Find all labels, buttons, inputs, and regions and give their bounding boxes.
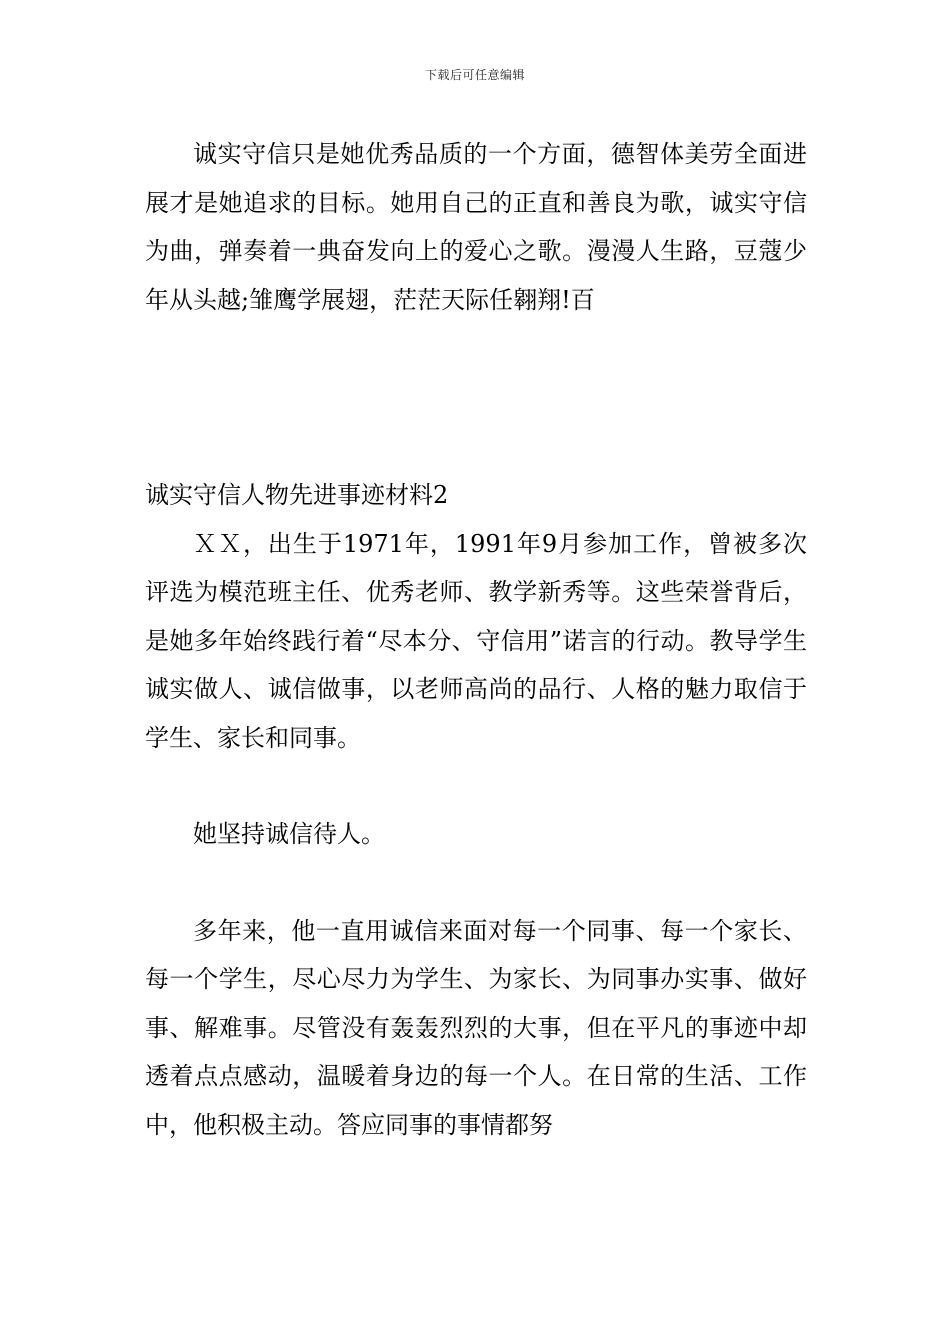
paragraph-honesty-summary: 诚实守信只是她优秀品质的一个方面，德智体美劳全面进展才是她追求的目标。她用自己的正直和善良为歌，诚实守信为曲，弹奏着一典奋发向上的爱心之歌。漫漫人生路，豆蔻少年从头越;雏鹰学展翅，茫茫天际任翱翔!百 — [145, 140, 807, 314]
paragraph-integrity-statement: 她坚持诚信待人。 — [193, 820, 385, 848]
paragraph-biography: ＸＸ，出生于1971年，1991年9月参加工作，曾被多次评选为模范班主任、优秀老师、教学新秀等。这些荣誉背后，是她多年始终践行着“尽本分、守信用”诺言的行动。教导学生诚实做人、诚信做事，以老师高尚的品行、人格的魅力取信于学生、家长和同事。 — [145, 529, 807, 752]
section-heading: 诚实守信人物先进事迹材料2 — [145, 481, 449, 509]
paragraph-colleagues: 多年来，他一直用诚信来面对每一个同事、每一个家长、每一个学生，尽心尽力为学生、为家长、为同事办实事、做好事、解难事。尽管没有轰轰烈烈的大事，但在平凡的事迹中却透着点点感动，温暖着身边的每一个人。在日常的生活、工作中，他积极主动。答应同事的事情都努 — [145, 916, 807, 1139]
document-body — [145, 130, 807, 1149]
page-header-note: 下载后可任意编辑 — [424, 68, 525, 82]
